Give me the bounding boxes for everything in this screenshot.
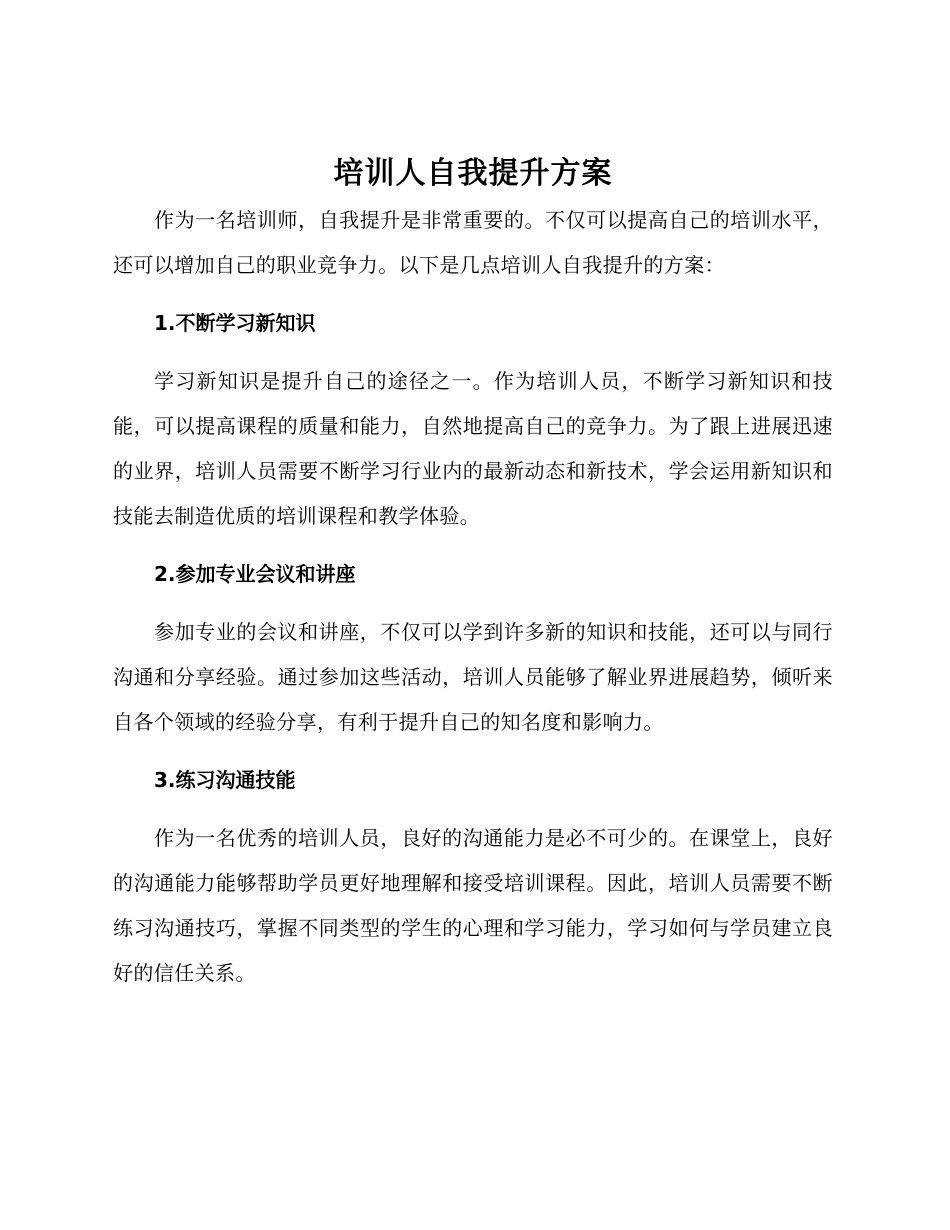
section-heading: 2.参加专业会议和讲座: [154, 562, 356, 586]
section-body: 作为一名优秀的培训人员，良好的沟通能力是必不可少的。在课堂上，良好的沟通能力能够帮助学员更好地理解和接受培训课程。因此，培训人员需要不断练习沟通技巧，掌握不同类型的学生的心理和学习能力，学习如何与学员建立良好的信任关系。: [113, 826, 833, 985]
section-3: [113, 758, 833, 996]
section-1: [113, 301, 833, 539]
section-body: 参加专业的会议和讲座，不仅可以学到许多新的知识和技能，还可以与同行沟通和分享经验。通过参加这些活动，培训人员能够了解业界进展趋势，倾听来自各个领域的经验分享，有利于提升自己的知名度和影响力。: [113, 620, 833, 734]
intro-paragraph: 作为一名培训师，自我提升是非常重要的。不仅可以提高自己的培训水平，还可以增加自己的职业竞争力。以下是几点培训人自我提升的方案：: [113, 208, 833, 277]
section-heading: 1.不断学习新知识: [154, 311, 316, 335]
document-title: 培训人自我提升方案: [333, 156, 613, 191]
section-2: [113, 552, 833, 745]
section-body: 学习新知识是提升自己的途径之一。作为培训人员，不断学习新知识和技能，可以提高课程的质量和能力，自然地提高自己的竞争力。为了跟上进展迅速的业界，培训人员需要不断学习行业内的最新动态和新技术，学会运用新知识和技能去制造优质的培训课程和教学体验。: [113, 369, 833, 528]
section-heading: 3.练习沟通技能: [154, 768, 296, 792]
document-page: [113, 150, 833, 996]
